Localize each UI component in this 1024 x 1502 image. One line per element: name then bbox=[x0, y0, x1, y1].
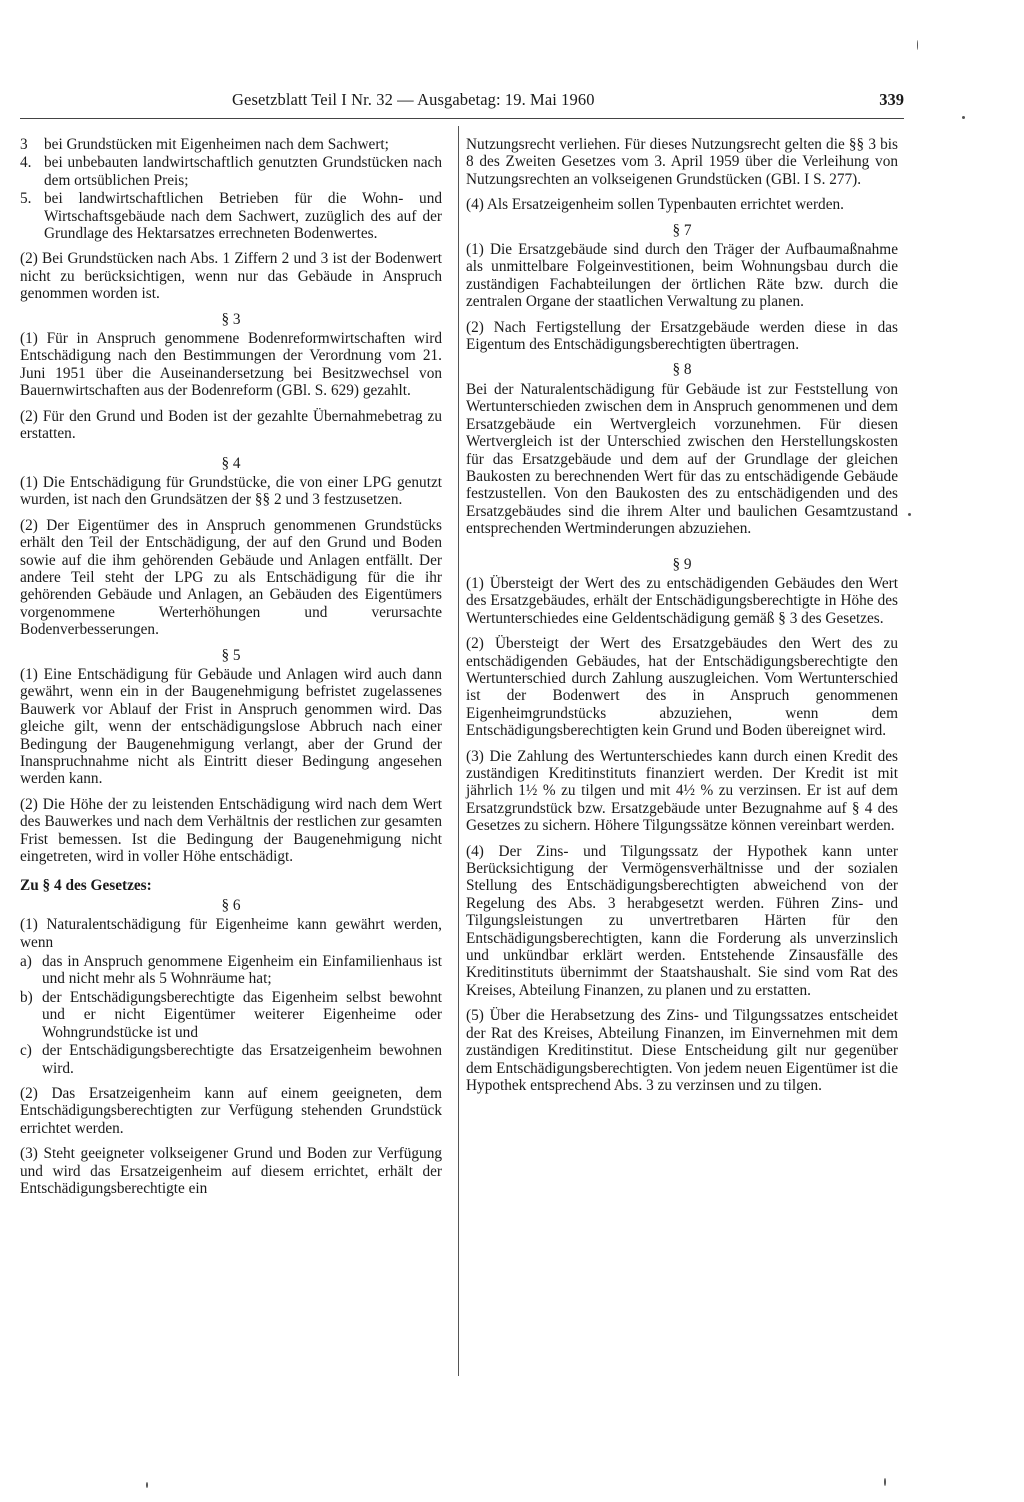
paragraph: (2) Übersteigt der Wert des Ersatzgebäudes den Wert des zu entschädigenden Gebäudes, hat der Entschädigungsberechtigte den Wertunterschied durch Zahlung auszugleichen. Vom Wertunterschied ist der Bodenwert des in Anspruch genommenen Eigenheimgrundstücks abzuziehen, wenn dem Entschädigungsberechtigten kein Grund und Boden übereignet wird. bbox=[466, 635, 898, 740]
paragraph: (2) Das Ersatzeigenheim kann auf einem geeigneten, dem Entschädigungsberechtigten zur Verfügung stehenden Grundstück errichtet werden. bbox=[20, 1084, 442, 1137]
list-item-text: bei unbebauten landwirtschaftlich genutzten Grundstücken nach dem ortsüblichen Preis; bbox=[44, 154, 442, 189]
scan-speck bbox=[917, 40, 918, 50]
gazette-title: Gesetzblatt Teil I Nr. 32 — Ausgabetag: 19. Mai 1960 bbox=[232, 90, 595, 109]
list-item-label: a) bbox=[20, 953, 32, 971]
header-rule bbox=[20, 118, 904, 119]
list-item-text: der Entschädigungsberechtigte das Eigenheim selbst bewohnt und er nicht Eigentümer weiterer Eigenheime oder Wohngrundstücke ist und bbox=[42, 988, 442, 1041]
paragraph: (1) Die Ersatzgebäude sind durch den Träger der Aufbaumaßnahme als unmittelbare Folgeinvestitionen, beim Wohnungsbau durch die zuständigen Fachabteilungen der örtlichen Räte bzw. durch die zentralen Organe der staatlichen Verwaltung zu planen. bbox=[466, 241, 898, 311]
paragraph: (1) Die Entschädigung für Grundstücke, die von einer LPG genutzt wurden, ist nach den Grundsätzen der §§ 2 und 3 festzusetzen. bbox=[20, 473, 442, 509]
paragraph: (1) Eine Entschädigung für Gebäude und Anlagen wird auch dann gewährt, wenn ein in der Baugenehmigung befristet zugelassenes Bauwerk vor Ablauf der Frist in Anspruch genommen wird. Das gleiche gilt, wenn der entschädigungslose Abbruch nach einer Bedingung der Baugenehmigung verlangt, aber der Grund der Inanspruchnahme nicht als Eintritt dieser Bedingung angesehen werden kann. bbox=[20, 665, 442, 788]
paragraph: Bei der Naturalentschädigung für Gebäude ist zur Feststellung von Wertunterschieden zwischen dem in Anspruch genommenen und dem Ersatzgebäude ein Wertvergleich vorzunehmen. Für diesen Wertvergleich ist der Unterschied zwischen den Herstellungskosten für das Ersatzgebäude und dem auf der Grundlage der gleichen Baukosten zu berechnenden Wert für das zu entschädigende Gebäude festzustellen. Von den Baukosten des zu entschädigenden und des Ersatzgebäudes sind die ihrem Alter und baulichen Gesamtzustand entsprechenden Wertminderungen abzuziehen. bbox=[466, 380, 898, 538]
paragraph: (5) Über die Herabsetzung des Zins- und Tilgungssatzes entscheidet der Rat des Kreises, Abteilung Finanzen, im Einvernehmen mit dem zuständigen Kreditinstitut. Diese Entscheidung gilt nur gegenüber dem Entschädigungsberechtigten. Von jedem neuen Eigentümer ist die Hypothek entsprechend Abs. 3 zu verzinsen und zu tilgen. bbox=[466, 1007, 898, 1094]
paragraph: Nutzungsrecht verliehen. Für dieses Nutzungsrecht gelten die §§ 3 bis 8 des Zweiten Gesetzes vom 3. April 1959 über die Verleihung von Nutzungsrechten an volkseigenen Grundstücken (GBl. I S. 277). bbox=[466, 136, 898, 188]
page-header bbox=[232, 90, 904, 116]
section-heading: § 3 bbox=[221, 310, 241, 328]
right-column bbox=[466, 136, 898, 1102]
list-item-text: bei landwirtschaftlichen Betrieben für die Wohn- und Wirtschaftsgebäude nach dem Sachwert, zuzüglich des auf der Grundlage des Hektarsatzes errechneten Bodenwertes. bbox=[44, 190, 442, 243]
section-heading: § 8 bbox=[672, 361, 692, 379]
paragraph: (2) Bei Grundstücken nach Abs. 1 Ziffern 2 und 3 ist der Bodenwert nicht zu berücksichtigen, wenn nur das Gebäude in Anspruch genommen worden ist. bbox=[20, 250, 442, 303]
section-heading: § 5 bbox=[221, 646, 241, 664]
list-item bbox=[20, 989, 442, 1041]
subheading: Zu § 4 des Gesetzes: bbox=[20, 877, 152, 895]
list-item-text: das in Anspruch genommene Eigenheim ein Einfamilienhaus ist und nicht mehr als 5 Wohnräume hat; bbox=[42, 953, 442, 988]
page-number: 339 bbox=[879, 90, 904, 109]
paragraph: (2) Nach Fertigstellung der Ersatzgebäude werden diese in das Eigentum des Entschädigungsberechtigten übertragen. bbox=[466, 318, 898, 354]
paragraph: (3) Steht geeigneter volkseigener Grund und Boden zur Verfügung und wird das Ersatzeigenheim auf diesem errichtet, erhält der Entschädigungsberechtigte ein bbox=[20, 1145, 442, 1197]
list-item bbox=[20, 136, 442, 153]
left-column bbox=[20, 136, 442, 1205]
paragraph: (4) Als Ersatzeigenheim sollen Typenbauten errichtet werden. bbox=[466, 196, 844, 214]
paragraph: (2) Für den Grund und Boden ist der gezahlte Übernahmebetrag zu erstatten. bbox=[20, 407, 442, 443]
list-item-text: bei Grundstücken mit Eigenheimen nach dem Sachwert; bbox=[44, 136, 389, 153]
list-item-label: c) bbox=[20, 1042, 32, 1060]
scan-speck bbox=[908, 513, 911, 516]
list-item-label: 3 bbox=[20, 136, 28, 153]
scan-speck bbox=[146, 1482, 148, 1488]
paragraph: (1) Übersteigt der Wert des zu entschädigenden Gebäudes den Wert des Ersatzgebäudes, erhält der Entschädigungsberechtigte in Höhe des Wertunterschiedes eine Geldentschädigung gemäß § 3 des Gesetzes. bbox=[466, 574, 898, 627]
paragraph: (1) Für in Anspruch genommene Bodenreformwirtschaften wird Entschädigung nach den Bestimmungen der Verordnung vom 21. Juni 1951 über die Auseinandersetzung bei Besitzwechsel von Bauernwirtschaften aus der Bodenreform (GBl. S. 629) gezahlt. bbox=[20, 330, 442, 400]
section-heading: § 7 bbox=[672, 221, 692, 239]
list-item-label: 5. bbox=[20, 190, 32, 208]
paragraph: (1) Naturalentschädigung für Eigenheime kann gewährt werden, wenn bbox=[20, 916, 442, 951]
list-item bbox=[20, 190, 442, 242]
paragraph: (2) Die Höhe der zu leistenden Entschädigung wird nach dem Wert des Bauwerkes und nach dem Verhältnis der restlichen zur gesamten Frist bemessen. Ist die Bedingung der Baugenehmigung nicht eingetreten, wird in voller Höhe entschädigt. bbox=[20, 795, 442, 866]
column-divider bbox=[458, 126, 459, 1376]
list-item bbox=[20, 154, 442, 189]
paragraph: (4) Der Zins- und Tilgungssatz der Hypothek kann unter Berücksichtigung der Vermögensverhältnisse und der sozialen Stellung des Entschädigungsberechtigten abweichend von der Regelung des Abs. 3 herabgesetzt werden. Führen Zins- und Tilgungsleistungen zu unvertretbaren Härten für den Entschädigungsberechtigten, kann die Forderung als unverzinslich und unkündbar erklärt werden. Entstehende Zinsausfälle des Kreditinstituts übernimmt der Staatshaushalt. Sie sind vom Rat des Kreises, Abteilung Finanzen, zu planen und zu erstatten. bbox=[466, 842, 898, 999]
paragraph: (3) Die Zahlung des Wertunterschiedes kann durch einen Kredit des zuständigen Kreditinstituts finanziert werden. Der Kredit ist mit jährlich 1½ % zu tilgen und mit 4½ % zu verzinsen. Er ist auf dem Ersatzgrundstück bzw. Ersatzgebäude unter Bezugnahme auf § 4 des Gesetzes zu sichern. Höhere Tilgungssätze können vereinbart werden. bbox=[466, 747, 898, 835]
scan-speck bbox=[884, 1478, 886, 1486]
list-item-label: 4. bbox=[20, 154, 32, 172]
paragraph: (2) Der Eigentümer des in Anspruch genommenen Grundstücks erhält den Teil der Entschädigung, der auf den Grund und Boden sowie auf die ihm gehörenden Gebäude und Anlagen entfällt. Der andere Teil steht der LPG zu als Entschädigung für die ihr gehörenden Gebäude und Anlagen, an Gebäuden des Eigentümers vorgenommene Werterhöhungen und verursachte Bodenverbesserungen. bbox=[20, 516, 442, 639]
list-item bbox=[20, 953, 442, 988]
section-heading: § 9 bbox=[672, 555, 692, 573]
list-item bbox=[20, 1042, 442, 1077]
section-heading: § 6 bbox=[221, 896, 241, 914]
section-heading: § 4 bbox=[221, 454, 241, 472]
list-item-label: b) bbox=[20, 988, 33, 1006]
list-item-text: der Entschädigungsberechtigte das Ersatzeigenheim bewohnen wird. bbox=[42, 1042, 442, 1077]
scan-speck bbox=[962, 116, 965, 119]
